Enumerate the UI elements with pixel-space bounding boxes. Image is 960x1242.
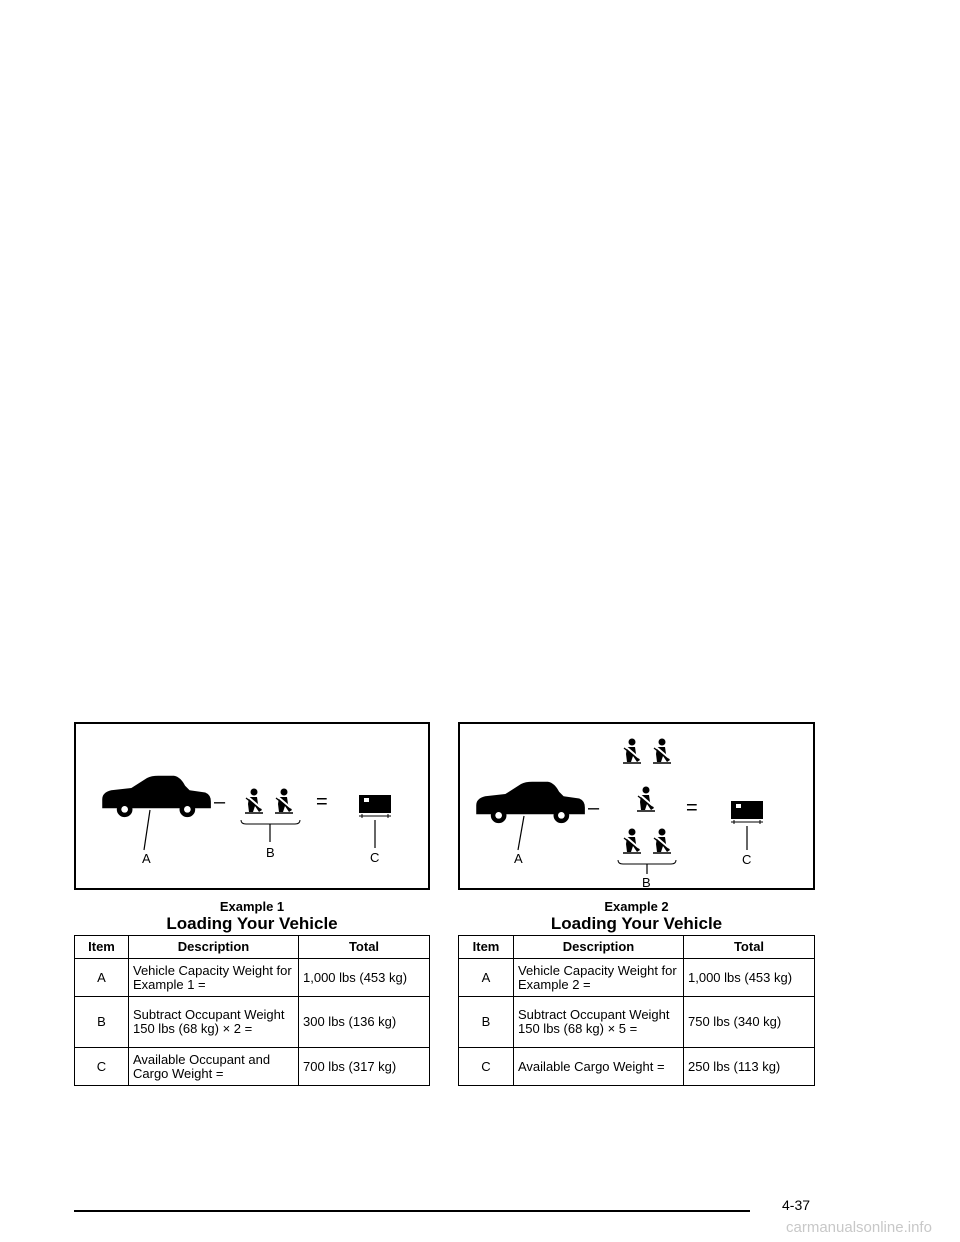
occupant-icon	[637, 787, 655, 812]
example-1-figure	[74, 722, 430, 890]
occupant-icon	[623, 829, 641, 854]
cargo-icon	[731, 801, 763, 824]
vehicle-icon	[476, 782, 585, 823]
cell-description: Vehicle Capacity Weight for Example 2 =	[514, 959, 684, 997]
table-title: Loading Your Vehicle	[166, 914, 338, 933]
label-c: C	[370, 850, 380, 865]
header-description: Description	[514, 936, 684, 959]
vehicle-icon	[102, 776, 211, 817]
example-1-illustration	[76, 724, 428, 888]
cell-total: 300 lbs (136 kg)	[299, 997, 430, 1048]
table-row	[459, 997, 815, 1048]
cell-description: Available Occupant and Cargo Weight =	[129, 1048, 299, 1086]
footer-rule	[74, 1210, 750, 1212]
cell-total: 750 lbs (340 kg)	[684, 997, 815, 1048]
cell-total: 700 lbs (317 kg)	[299, 1048, 430, 1086]
cell-item: A	[459, 959, 514, 997]
page-number: 4-37	[782, 1197, 811, 1213]
table-row	[75, 1048, 430, 1086]
equals-sign: =	[686, 797, 698, 819]
example-2-figure	[458, 722, 815, 890]
cell-total: 1,000 lbs (453 kg)	[299, 959, 430, 997]
label-c: C	[742, 852, 752, 867]
cell-description: Subtract Occupant Weight 150 lbs (68 kg) × 2 =	[129, 997, 299, 1048]
example-caption: Example 1	[219, 899, 285, 914]
header-item: Item	[75, 936, 129, 959]
cell-item: C	[459, 1048, 514, 1086]
header-item: Item	[459, 936, 514, 959]
table-row	[75, 997, 430, 1048]
cell-item: A	[75, 959, 129, 997]
occupant-icon	[245, 789, 263, 814]
occupant-icon	[623, 739, 641, 764]
header-description: Description	[129, 936, 299, 959]
loading-table	[458, 935, 815, 1086]
example-1	[74, 722, 430, 1086]
header-total: Total	[299, 936, 430, 959]
cell-total: 250 lbs (113 kg)	[684, 1048, 815, 1086]
loading-table	[74, 935, 430, 1086]
cell-item: B	[459, 997, 514, 1048]
table-row	[459, 959, 815, 997]
table-row	[459, 1048, 815, 1086]
cell-total: 1,000 lbs (453 kg)	[684, 959, 815, 997]
table-header-row	[75, 936, 430, 959]
label-b: B	[266, 845, 275, 860]
occupant-icon	[275, 789, 293, 814]
occupant-icon	[653, 739, 671, 764]
cell-description: Subtract Occupant Weight 150 lbs (68 kg) × 5 =	[514, 997, 684, 1048]
example-caption: Example 2	[604, 899, 669, 914]
minus-sign: –	[588, 797, 600, 819]
cell-description: Available Cargo Weight =	[514, 1048, 684, 1086]
table-header-row	[459, 936, 815, 959]
cell-description: Vehicle Capacity Weight for Example 1 =	[129, 959, 299, 997]
table-row	[75, 959, 430, 997]
cargo-icon	[359, 795, 391, 818]
occupant-icon	[653, 829, 671, 854]
minus-sign: –	[214, 791, 226, 813]
cell-item: B	[75, 997, 129, 1048]
equals-sign: =	[316, 791, 328, 813]
table-title: Loading Your Vehicle	[550, 914, 723, 933]
example-2-illustration	[460, 724, 813, 888]
example-2	[458, 722, 815, 1086]
label-a: A	[142, 851, 151, 866]
header-total: Total	[684, 936, 815, 959]
label-a: A	[514, 851, 523, 866]
cell-item: C	[75, 1048, 129, 1086]
label-b: B	[642, 875, 651, 888]
watermark: carmanualsonline.info	[786, 1219, 932, 1236]
